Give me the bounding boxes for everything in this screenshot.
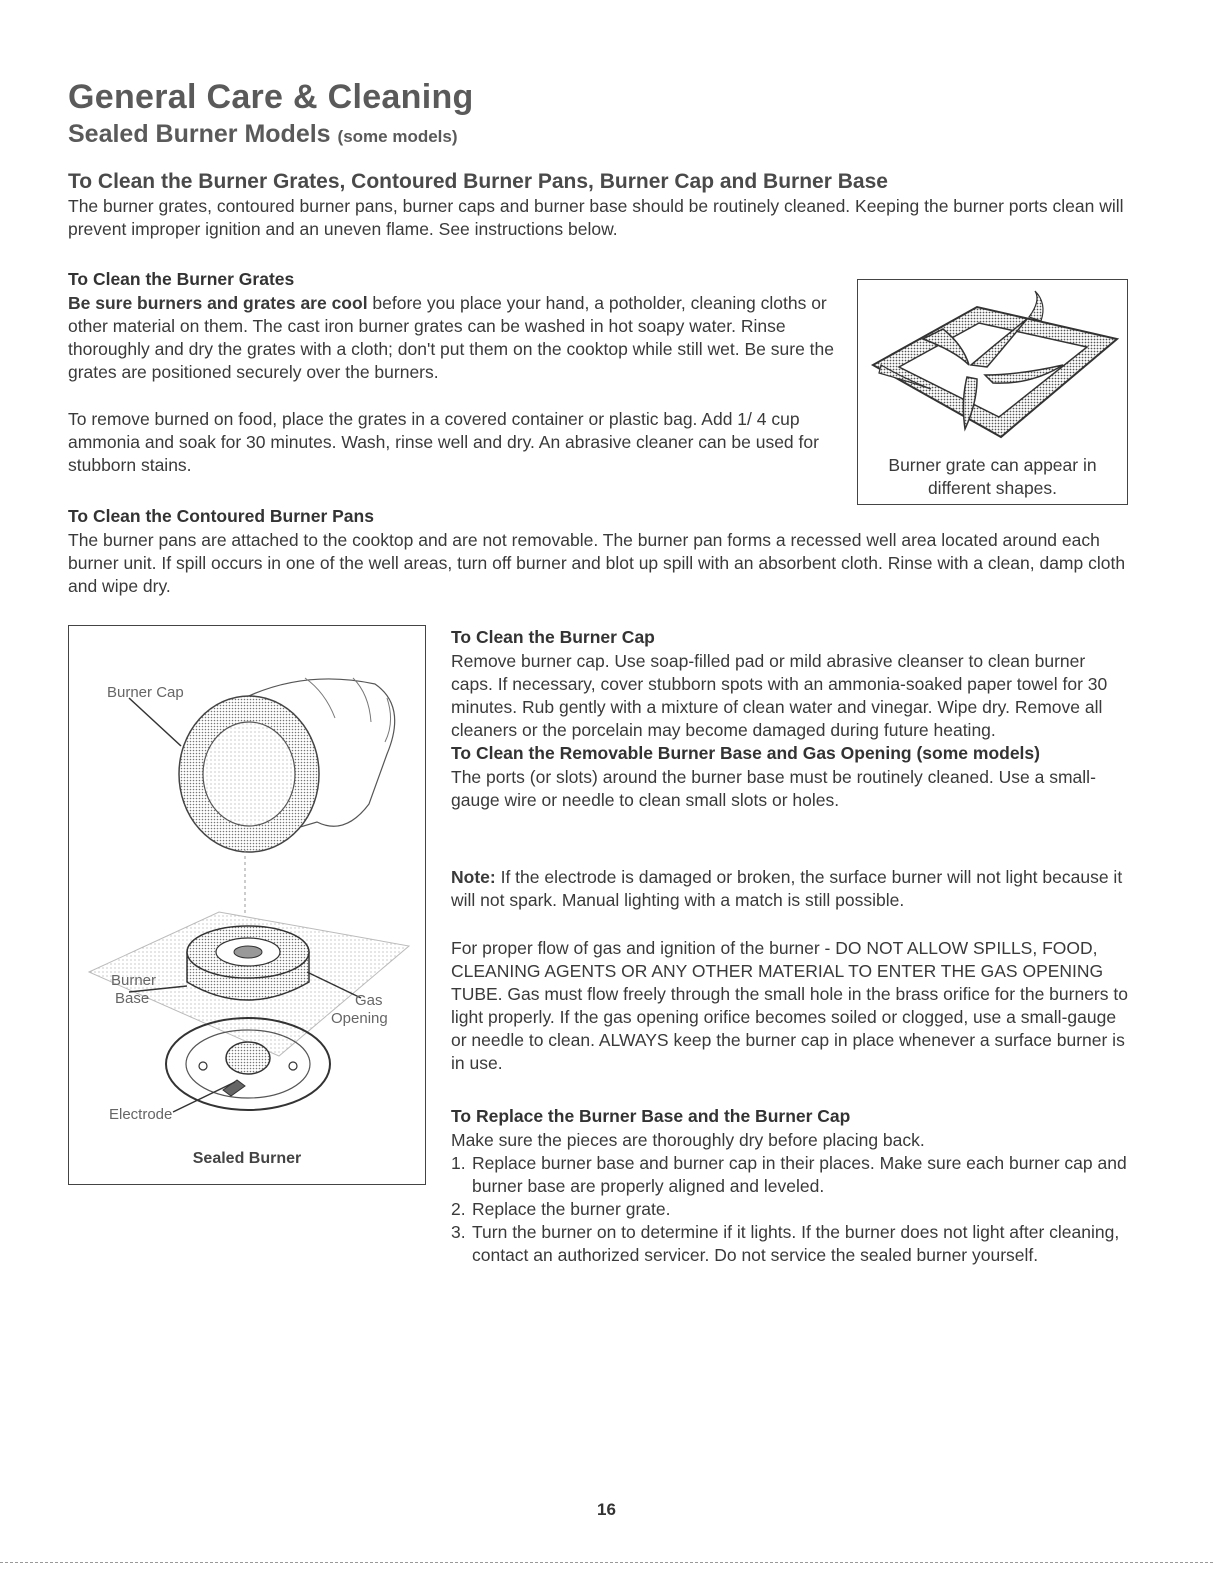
step-text: Replace the burner grate. — [472, 1199, 671, 1219]
step-number: 1. — [451, 1153, 466, 1173]
base-paragraph: The ports (or slots) around the burner base must be routinely cleaned. Use a small-gauge wire or needle to clean small slots or holes. — [451, 767, 1096, 810]
sealed-burner-illustration — [69, 626, 424, 1141]
page-title: General Care & Cleaning — [68, 78, 474, 116]
replace-steps-list — [451, 1152, 1131, 1267]
list-item — [451, 1152, 1131, 1198]
gas-flow-paragraph: For proper flow of gas and ignition of the burner - DO NOT ALLOW SPILLS, FOOD, CLEANING AGENTS OR ANY OTHER MATERIAL TO ENTER THE GAS OPENING TUBE. Gas must flow freely through the small hole in the brass orifice for the burners to light properly. If the gas opening orifice becomes soiled or clogged, use a small-gauge or needle to clean. ALWAYS keep the burner cap in place whenever a surface burner is in use. — [451, 938, 1128, 1073]
label-gas-opening-2: Opening — [331, 1010, 388, 1027]
page-bottom-rule — [0, 1562, 1213, 1563]
sealed-burner-figure — [68, 625, 426, 1185]
label-electrode: Electrode — [109, 1106, 173, 1123]
list-item — [451, 1198, 1131, 1221]
grates-paragraph-1 — [68, 292, 842, 384]
intro-paragraph: The burner grates, contoured burner pans, burner caps and burner base should be routinely cleaned. Keeping the burner ports clean will prevent improper ignition and an uneven flame. See instructions below. — [68, 196, 1124, 239]
section-heading: To Clean the Burner Grates, Contoured Burner Pans, Burner Cap and Burner Base — [68, 170, 888, 193]
step-number: 3. — [451, 1222, 466, 1242]
step-number: 2. — [451, 1199, 466, 1219]
burner-figure-caption: Sealed Burner — [192, 1150, 302, 1167]
page-number: 16 — [597, 1500, 616, 1519]
subtitle-note: (some models) — [337, 127, 458, 146]
note-text: If the electrode is damaged or broken, the surface burner will not light because it will not spark. Manual lighting with a match is still possible. — [451, 867, 1123, 910]
grates-warning-lead: Be sure burners and grates are cool — [68, 293, 368, 313]
note-paragraph — [451, 866, 1131, 912]
grates-heading: To Clean the Burner Grates — [68, 269, 295, 289]
replace-intro: Make sure the pieces are thoroughly dry before placing back. — [451, 1130, 925, 1150]
label-burner-cap: Burner Cap — [107, 684, 184, 701]
pans-paragraph: The burner pans are attached to the cooktop and are not removable. The burner pan forms a recessed well area located around each burner unit. If spill occurs in one of the well areas, turn off burner and blot up spill with an absorbent cloth. Rinse with a clean, damp cloth and wipe dry. — [68, 530, 1126, 596]
label-burner-base-1: Burner — [111, 972, 157, 989]
replace-heading: To Replace the Burner Base and the Burner Cap — [451, 1106, 851, 1126]
burner-grate-illustration — [859, 281, 1127, 451]
step-text: Turn the burner on to determine if it lights. If the burner does not light after cleaning, contact an authorized servicer. Do not service the sealed burner yourself. — [472, 1222, 1120, 1265]
subtitle-text: Sealed Burner Models — [68, 120, 331, 148]
note-label: Note: — [451, 867, 496, 887]
grate-figure-caption: Burner grate can appear in different shapes. — [888, 455, 1097, 498]
pans-heading: To Clean the Contoured Burner Pans — [68, 506, 374, 526]
burner-grate-figure — [857, 279, 1128, 505]
grates-paragraph-1-text: before you place your hand, a potholder, cleaning cloths or other material on them. The cast iron burner grates can be washed in hot soapy water. Rinse thoroughly and dry the grates with a cloth; don't put them on the cooktop while still wet. Be sure the grates are positioned securely over the burners. — [68, 293, 835, 382]
list-item — [451, 1221, 1131, 1267]
label-gas-opening-1: Gas — [355, 992, 383, 1009]
cap-heading: To Clean the Burner Cap — [451, 627, 655, 647]
cap-paragraph: Remove burner cap. Use soap-filled pad or mild abrasive cleanser to clean burner caps. If necessary, cover stubborn spots with an ammonia-soaked paper towel for 30 minutes. Rub gently with a mixture of clean water and vinegar. Wipe dry. Remove all cleaners or the porcelain may become damaged during future heating. — [451, 651, 1108, 740]
grates-paragraph-2: To remove burned on food, place the grates in a covered container or plastic bag. Add 1/ 4 cup ammonia and soak for 30 minutes. Wash, rinse well and dry. An abrasive cleaner can be used for stubborn stains. — [68, 409, 819, 475]
label-burner-base-2: Base — [115, 990, 150, 1007]
step-text: Replace burner base and burner cap in their places. Make sure each burner cap and burner base are properly aligned and leveled. — [472, 1153, 1127, 1196]
page-subtitle — [68, 120, 458, 149]
base-heading: To Clean the Removable Burner Base and Gas Opening (some models) — [451, 743, 1040, 763]
